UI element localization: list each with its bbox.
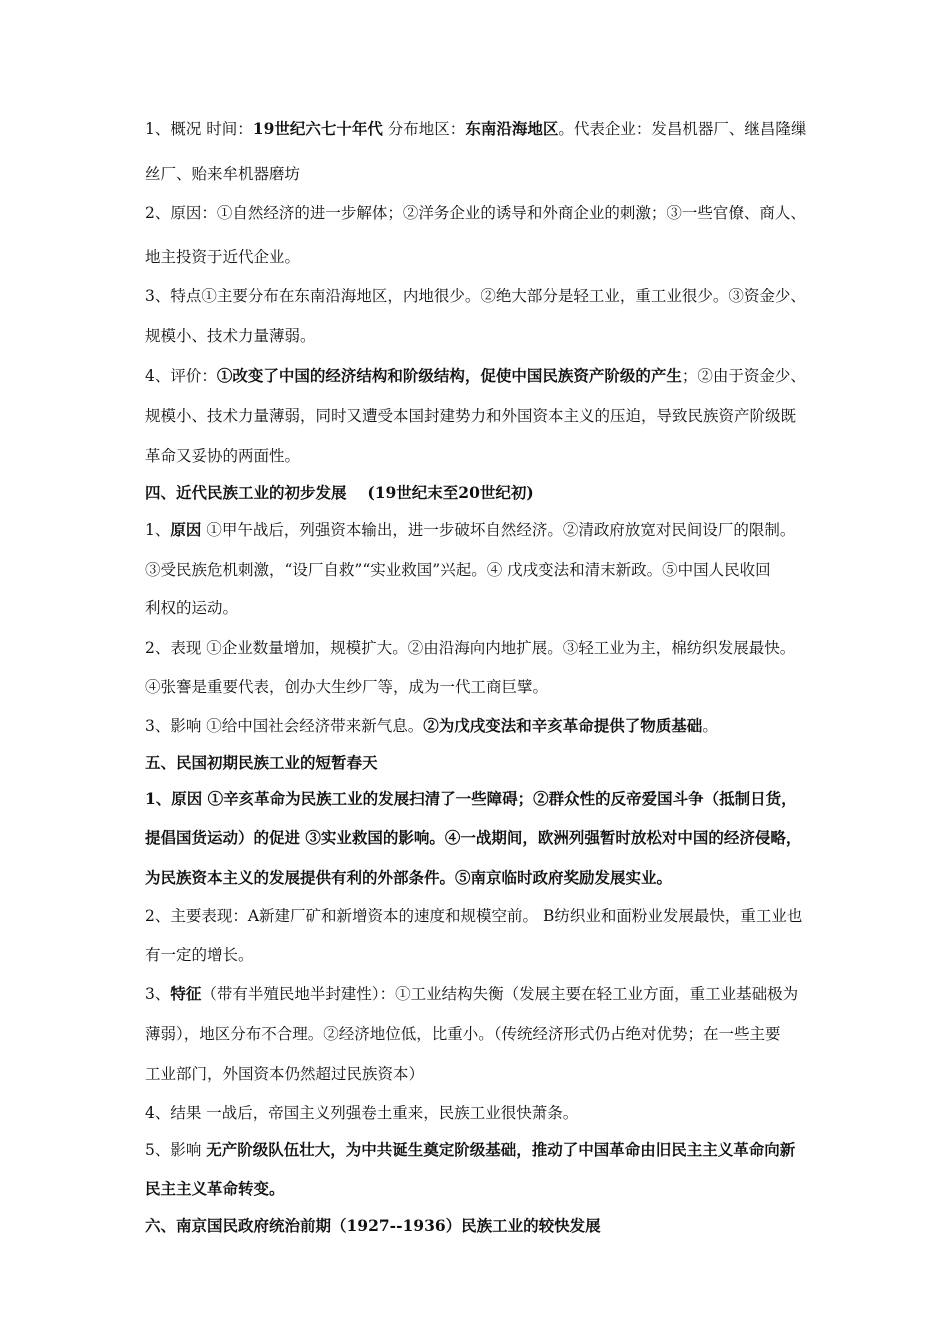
text-run: ；②由于资金少、 <box>681 367 806 385</box>
text-line <box>145 905 802 927</box>
bold-text: 六、南京国民政府统治前期（1927--1936）民族工业的较快发展 <box>145 1216 601 1235</box>
text-line <box>145 715 718 737</box>
bold-text: 原因 <box>170 520 202 539</box>
text-line <box>145 1215 601 1237</box>
bold-text: 为民族资本主义的发展提供有利的外部条件。⑤南京临时政府奖励发展实业。 <box>145 868 673 887</box>
text-run: （带有半殖民地半封建性）：①工业结构失衡（发展主要在轻工业方面，重工业基础极为 <box>201 985 799 1003</box>
text-run: 规模小、技术力量薄弱，同时又遭受本国封建势力和外国资本主义的压迫，导致民族资产阶级既 <box>145 407 797 425</box>
bold-text: 1、原因 ①辛亥革命为民族工业的发展扫清了一些障碍；②群众性的反帝爱国斗争（抵制日货， <box>145 789 797 808</box>
text-line <box>145 482 534 504</box>
text-line <box>145 983 798 1005</box>
bold-text: 无产阶级队伍壮大，为中共诞生奠定阶级基础，推动了中国革命由旧民主主义革命向新 <box>206 1140 796 1159</box>
text-run: 2、表现 ①企业数量增加，规模扩大。②由沿海向内地扩展。③轻工业为主，棉纺织发展最快。 <box>145 639 796 657</box>
text-run: 革命又妥协的两面性。 <box>145 447 301 465</box>
text-run: 3、特点①主要分布在东南沿海地区，内地很少。②绝大部分是轻工业，重工业很少。③资金少、 <box>145 287 806 305</box>
text-line <box>145 944 254 966</box>
bold-text: 民主主义革命转变。 <box>145 1179 285 1198</box>
text-run: 5、影响 <box>145 1141 207 1159</box>
text-line <box>145 445 300 467</box>
text-line <box>145 325 316 347</box>
text-line <box>145 788 797 810</box>
text-line <box>145 867 672 889</box>
text-line <box>145 519 795 541</box>
text-run: 规模小、技术力量薄弱。 <box>145 327 316 345</box>
text-run: 3、 <box>145 985 171 1003</box>
text-run: ④张謇是重要代表，创办大生纱厂等，成为一代工商巨擘。 <box>145 678 549 696</box>
text-run: ①甲午战后，列强资本输出，进一步破坏自然经济。②清政府放宽对民间设厂的限制。 <box>201 521 796 539</box>
text-run: 薄弱），地区分布不合理。②经济地位低，比重小。（传统经济形式仍占绝对优势；在一些主要 <box>145 1025 781 1043</box>
text-run: 。代表企业：发昌机器厂、继昌隆缫 <box>558 120 807 138</box>
text-line <box>145 752 378 774</box>
bold-text: 特征 <box>170 984 202 1003</box>
bold-text: 五、民国初期民族工业的短暂春天 <box>145 753 378 772</box>
text-line <box>145 1102 578 1124</box>
text-run: 4、评价： <box>145 367 217 385</box>
text-run: 利权的运动。 <box>145 599 239 617</box>
text-run: 有一定的增长。 <box>145 946 254 964</box>
text-line <box>145 202 806 224</box>
text-run: 分布地区： <box>382 120 466 138</box>
bold-text: ①改变了中国的经济结构和阶级结构，促使中国民族资产阶级的产生 <box>216 366 682 385</box>
bold-text: 19世纪六七十年代 <box>252 119 383 138</box>
text-run: ③受民族危机刺激，“设厂自救”“实业救国”兴起。④ 戊戌变法和清末新政。⑤中国人民收回 <box>145 561 771 579</box>
text-run: 4、结果 一战后，帝国主义列强卷土重来，民族工业很快萧条。 <box>145 1104 579 1122</box>
text-line <box>145 246 300 268</box>
text-run: 丝厂、贻来牟机器磨坊 <box>145 165 301 183</box>
text-line <box>145 1023 781 1045</box>
text-line <box>145 1178 285 1200</box>
text-run: 地主投资于近代企业。 <box>145 248 301 266</box>
text-line <box>145 559 771 581</box>
text-run: 工业部门，外国资本仍然超过民族资本） <box>145 1065 425 1083</box>
text-run: 1、概况 时间： <box>145 120 253 138</box>
text-run: 1、 <box>145 521 171 539</box>
text-run: 2、原因：①自然经济的进一步解体；②洋务企业的诱导和外商企业的刺激；③一些官僚、商人、 <box>145 204 806 222</box>
text-run: 。 <box>702 717 718 735</box>
bold-text: 四、近代民族工业的初步发展 (19世纪末至20世纪初) <box>145 483 534 502</box>
text-line <box>145 365 806 387</box>
text-line <box>145 676 548 698</box>
text-line <box>145 118 806 140</box>
text-line <box>145 637 795 659</box>
bold-text: 东南沿海地区 <box>465 119 559 138</box>
text-line <box>145 597 238 619</box>
text-run: 2、主要表现：A新建厂矿和新增资本的速度和规模空前。 B纺织业和面粉业发展最快，重工业也 <box>145 907 803 925</box>
text-line <box>145 285 806 307</box>
bold-text: ②为戊戌变法和辛亥革命提供了物质基础 <box>423 716 703 735</box>
text-line <box>145 1063 424 1085</box>
text-line <box>145 405 796 427</box>
text-line <box>145 827 801 849</box>
bold-text: 提倡国货运动）的促进 ③实业救国的影响。④一战期间，欧洲列强暂时放松对中国的经济侵略， <box>145 828 802 847</box>
text-run: 3、影响 ①给中国社会经济带来新气息。 <box>145 717 424 735</box>
text-line <box>145 163 300 185</box>
text-line <box>145 1139 795 1161</box>
